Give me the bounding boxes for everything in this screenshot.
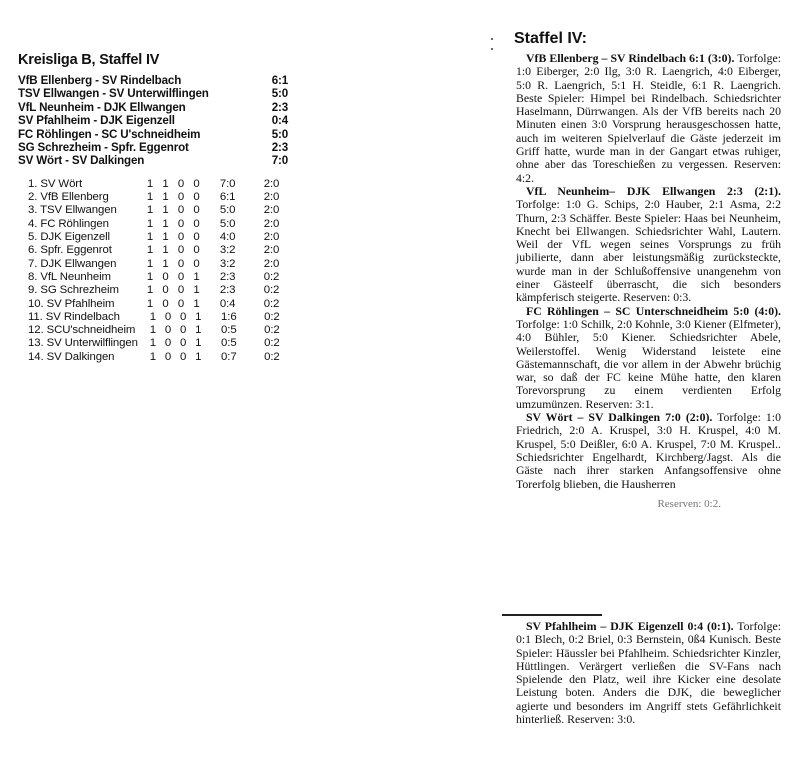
result-row [18, 114, 288, 127]
games-played: 1 [149, 350, 156, 363]
standings-table [18, 178, 288, 364]
match-score: 2:3 [271, 100, 288, 114]
standings-row [28, 204, 288, 217]
team-name: 11. SV Rindelbach [28, 310, 120, 323]
match-report [516, 620, 781, 726]
team-name: 6. Spfr. Eggenrot [28, 244, 112, 257]
goal-ratio: 1:6 [221, 310, 237, 323]
goal-ratio: 2:3 [219, 270, 236, 283]
goal-ratio: 0:5 [221, 324, 237, 337]
games-played: 1 [146, 204, 154, 217]
games-drawn: 0 [177, 257, 185, 270]
report-body: Torfolge: 1:0 Schilk, 2:0 Kohnle, 3:0 Kiener (Elfmeter), 4:0 Bühler, 5:0 Kiener. Schiedsrichter Abele, Weilerstoffel. Wenig Widerstand leistete eine Gästemannschaft, die vor allem in der Abwehr brüchig war, so daß der FC keine Mühe hatte, den klaren Torevorsprung zu einem verdienten Erfolg umzumünzen. Reserven: 3:1. [516, 316, 781, 411]
games-lost: 1 [195, 310, 202, 323]
games-played: 1 [146, 257, 154, 270]
team-name: 14. SV Dalkingen [28, 350, 115, 363]
points: 0:2 [264, 337, 280, 350]
games-played: 1 [146, 231, 154, 244]
games-won: 1 [162, 177, 169, 190]
match-report [516, 185, 781, 305]
report-body: Torfolge: 1:0 Friedrich, 2:0 A. Kruspel, 3:0 H. Kruspel, 4:0 M. Kruspel, 5:0 Deißler, 6:0 A. Kruspel, 7:0 M. Kruspel.. Schiedsrichter Engelhardt, Kirchberg/Jagst. Als die Gäste nach ihrer starken Anfangsoffensive ohne Torerfolg blieben, die Hausherren [516, 410, 781, 491]
games-lost: 1 [195, 324, 202, 337]
standings-row [28, 178, 288, 191]
result-row [18, 141, 288, 154]
standings-row [28, 324, 288, 337]
report-body: Torfolge: 1:0 Eiberger, 2:0 Ilg, 3:0 R. Laengrich, 4:0 Eiberger, 5:0 R. Laengrich, 5:1 H. Steidle, 6:1 R. Laengrich. Beste Spieler: Himpel bei Rindelbach. Schiedsrichter Haselmann, Dürrwangen. Als der VfB bereits nach 20 Minuten einen 3:0 Vorsprung herausgeschossen hatte, auch im weiteren Spielverlauf die Gäste jederzeit im Griff hatte, wurde man in der Gangart etwas ruhiger, ohne aber das Toreschießen zu vergessen. Reserven: 4:2. [516, 51, 781, 185]
games-won: 1 [162, 204, 169, 217]
team-name: 4. FC Röhlingen [28, 217, 109, 230]
report-headline: SV Pfahlheim – DJK Eigenzell 0:4 (0:1). [526, 619, 734, 633]
games-lost: 0 [193, 217, 200, 230]
games-drawn: 0 [177, 217, 185, 230]
league-results-clipping [18, 52, 288, 364]
points: 2:0 [263, 231, 280, 244]
games-played: 1 [149, 310, 156, 323]
match-pairing: SV Pfahlheim - DJK Eigenzell [18, 114, 175, 128]
games-drawn: 0 [177, 177, 185, 190]
games-won: 0 [164, 350, 172, 363]
games-drawn: 0 [179, 324, 187, 337]
match-pairing: FC Röhlingen - SC U'schneidheim [18, 127, 201, 141]
games-won: 1 [162, 257, 169, 270]
games-lost: 0 [193, 204, 200, 217]
team-name: 9. SG Schrezheim [28, 284, 119, 297]
games-lost: 0 [193, 231, 200, 244]
games-lost: 1 [193, 270, 200, 283]
games-played: 1 [146, 297, 154, 310]
clipping-divider [502, 614, 602, 616]
games-won: 0 [164, 310, 172, 323]
team-name: 5. DJK Eigenzell [28, 231, 110, 244]
match-score: 6:1 [271, 74, 288, 87]
points: 0:2 [264, 350, 280, 363]
games-drawn: 0 [177, 270, 185, 283]
points: 2:0 [263, 204, 280, 217]
games-played: 1 [146, 191, 154, 204]
games-drawn: 0 [177, 284, 185, 297]
games-won: 1 [162, 231, 169, 244]
games-played: 1 [149, 337, 156, 350]
points: 2:0 [263, 191, 280, 204]
games-played: 1 [146, 177, 154, 190]
results-list [18, 74, 288, 168]
goal-ratio: 0:7 [221, 350, 237, 363]
result-row [18, 74, 288, 87]
goal-ratio: 4:0 [219, 231, 236, 244]
report-headline: FC Röhlingen – SC Unterschneidheim 5:0 (4:0). [526, 303, 781, 318]
games-lost: 0 [193, 257, 200, 270]
report-headline: VfB Ellenberg – SV Rindelbach 6:1 (3:0). [526, 51, 735, 65]
points: 0:2 [263, 270, 280, 283]
games-played: 1 [146, 217, 154, 230]
match-reports-clipping [516, 30, 781, 508]
result-row [18, 128, 288, 141]
report-body: Torfolge: 0:1 Blech, 0:2 Briel, 0:3 Bernstein, 0ß4 Kunisch. Beste Spieler: Häussler bei Pfahlheim. Schiedsrichter Kinzler, Hüttlingen. Verärgert verließen die SV-Fans nach Spielende den Platz, weil ihre Kicker eine desolate Leistung boten. Anders die DJK, die beweglicher agierte und besonders im Angriff stets Gefährlichkeit hinterließ. Reserven: 3:0. [516, 619, 781, 727]
standings-row [28, 298, 288, 311]
match-pairing: VfL Neunheim - DJK Ellwangen [18, 100, 186, 114]
games-won: 1 [162, 191, 169, 204]
points: 2:0 [263, 217, 280, 230]
match-score: 2:3 [271, 141, 288, 155]
goal-ratio: 3:2 [219, 244, 236, 257]
league-title: Kreisliga B, Staffel IV [18, 52, 160, 68]
cut-off-line: Reserven: 0:2. [657, 498, 721, 508]
match-report [516, 305, 781, 411]
points: 0:2 [263, 284, 280, 297]
points: 2:0 [263, 244, 280, 257]
match-pairing: SV Wört - SV Dalkingen [18, 154, 145, 168]
points: 0:2 [264, 324, 280, 337]
games-won: 1 [162, 217, 169, 230]
match-score: 0:4 [271, 114, 288, 128]
goal-ratio: 7:0 [219, 177, 236, 190]
standings-row [28, 191, 288, 204]
goal-ratio: 5:0 [219, 204, 236, 217]
standings-row [28, 351, 288, 364]
reports-list [516, 52, 781, 491]
match-score: 5:0 [271, 87, 288, 101]
team-name: 10. SV Pfahlheim [28, 297, 115, 310]
match-score: 5:0 [271, 127, 288, 141]
report-headline: VfL Neunheim– DJK Ellwangen 2:3 (2:1). [526, 183, 781, 198]
games-lost: 0 [193, 244, 200, 257]
goal-ratio: 0:4 [219, 297, 236, 310]
games-won: 0 [162, 284, 169, 297]
standings-row [28, 271, 288, 284]
team-name: 7. DJK Ellwangen [28, 257, 117, 270]
goal-ratio: 3:2 [219, 257, 236, 270]
games-lost: 1 [195, 350, 202, 363]
games-drawn: 0 [179, 310, 187, 323]
standings-row [28, 284, 288, 297]
standings-row [28, 231, 288, 244]
games-played: 1 [146, 270, 154, 283]
games-won: 1 [162, 244, 169, 257]
games-won: 0 [164, 324, 172, 337]
games-lost: 0 [193, 177, 200, 190]
standings-row [28, 244, 288, 257]
standings-row [28, 218, 288, 231]
result-row [18, 101, 288, 114]
goal-ratio: 5:0 [219, 217, 236, 230]
result-row [18, 87, 288, 100]
games-played: 1 [146, 284, 154, 297]
games-drawn: 0 [177, 231, 185, 244]
games-won: 0 [162, 270, 169, 283]
games-drawn: 0 [179, 350, 187, 363]
games-lost: 1 [193, 284, 200, 297]
goal-ratio: 2:3 [219, 284, 236, 297]
goal-ratio: 6:1 [219, 191, 236, 204]
team-name: 2. VfB Ellenberg [28, 191, 109, 204]
games-played: 1 [146, 244, 154, 257]
games-lost: 1 [193, 297, 200, 310]
games-drawn: 0 [177, 191, 185, 204]
standings-row [28, 311, 288, 324]
match-report [516, 411, 781, 491]
section-title: Staffel IV: [514, 30, 587, 47]
scan-mark [490, 38, 493, 52]
points: 0:2 [263, 297, 280, 310]
match-pairing: TSV Ellwangen - SV Unterwilflingen [18, 87, 209, 101]
result-row [18, 154, 288, 167]
team-name: 3. TSV Ellwangen [28, 204, 117, 217]
games-lost: 0 [193, 191, 200, 204]
games-won: 0 [164, 337, 172, 350]
games-lost: 1 [195, 337, 202, 350]
games-played: 1 [149, 324, 156, 337]
team-name: 8. VfL Neunheim [28, 270, 111, 283]
games-drawn: 0 [179, 337, 187, 350]
goal-ratio: 0:5 [221, 337, 237, 350]
match-report [516, 52, 781, 185]
points: 2:0 [263, 177, 280, 190]
second-report-clipping [516, 620, 781, 726]
team-name: 1. SV Wört [28, 177, 83, 190]
team-name: 12. SCU'schneidheim [28, 324, 136, 337]
match-pairing: SG Schrezheim - Spfr. Eggenrot [18, 141, 189, 155]
team-name: 13. SV Unterwilflingen [28, 337, 138, 350]
match-pairing: VfB Ellenberg - SV Rindelbach [18, 74, 182, 87]
points: 0:2 [264, 310, 280, 323]
games-drawn: 0 [177, 204, 185, 217]
standings-row [28, 337, 288, 350]
points: 2:0 [263, 257, 280, 270]
report-body: Torfolge: 1:0 G. Schips, 2:0 Hauber, 2:1 Asma, 2:2 Thurn, 2:3 Schäffer. Beste Spieler: Haas bei Neunheim, Knecht bei Ellwangen. Schiedsrichter Wahl, Lautern. Weil der VfL wegen seines Vorsprungs zu früh jubilierte, dann aber leistungsmäßig zurücksteckte, wurde man in der Schlußoffensive unangenehm von einer Gästeelf überrascht, die sich besonders kämpferisch steigerte. Reserven: 0:3. [516, 197, 781, 305]
games-drawn: 0 [177, 244, 185, 257]
games-drawn: 0 [177, 297, 185, 310]
report-headline: SV Wört – SV Dalkingen 7:0 (2:0). [526, 410, 713, 425]
match-score: 7:0 [271, 154, 288, 168]
standings-row [28, 258, 288, 271]
games-won: 0 [162, 297, 169, 310]
